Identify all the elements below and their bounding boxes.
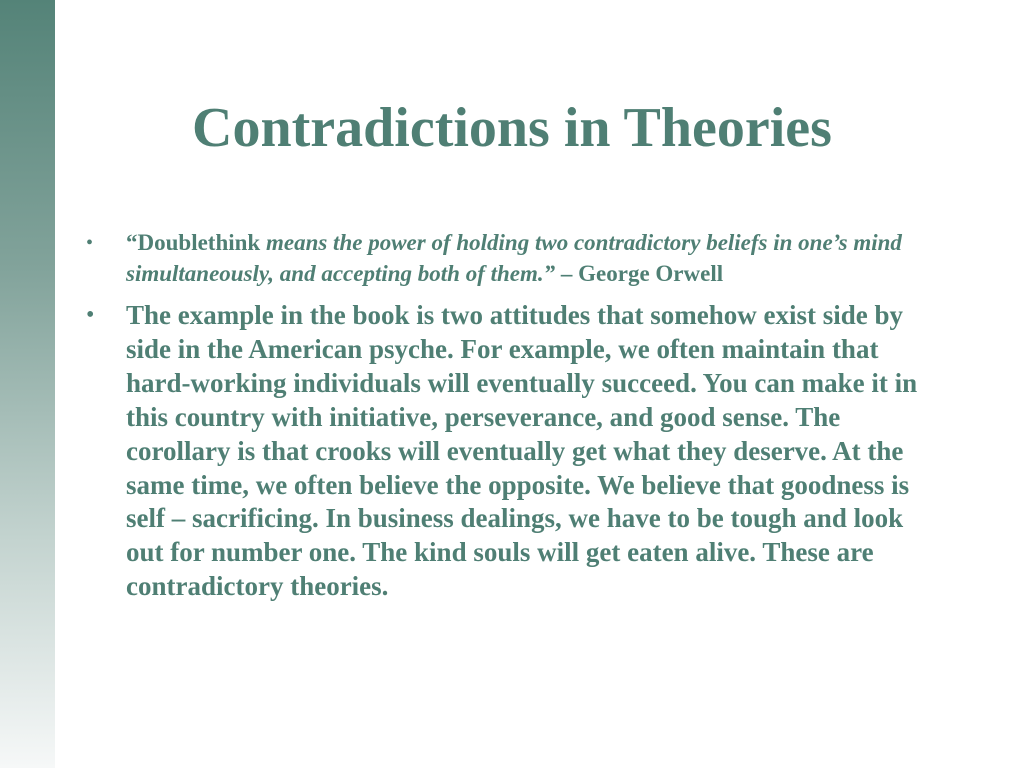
bullet-item-quote [82, 228, 926, 289]
decorative-side-bar [0, 0, 55, 768]
bullet-list [82, 228, 942, 604]
example-paragraph: The example in the book is two attitudes that somehow exist side by side in the American psyche. For example, we often maintain that hard-working individuals will eventually succeed. You can make it in this country with initiative, perseverance, and good sense. The corollary is that crooks will eventually get what they deserve. At the same time, we often believe the opposite. We believe that goodness is self – sacrificing. In business dealings, we have to be tough and look out for number one. The kind souls will get eaten alive. These are contradictory theories. [126, 300, 918, 602]
quote-definition: means the power of holding two contradictory beliefs in one’s mind simultaneously, and accepting both of them.” [126, 230, 902, 286]
bullet-item-example [82, 299, 942, 604]
slide-title: Contradictions in Theories [192, 97, 832, 159]
bullet-marker: • [86, 302, 95, 328]
bullet-marker: • [86, 232, 94, 254]
quote-attribution: – George Orwell [555, 260, 724, 286]
quote-term: “Doublethink [126, 230, 266, 255]
